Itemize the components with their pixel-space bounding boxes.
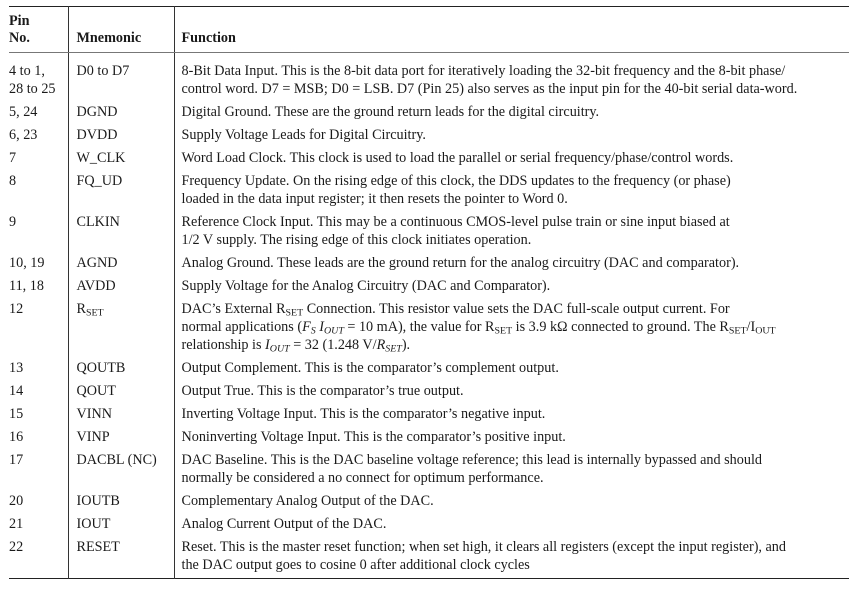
header-mnemonic: Mnemonic [68,7,174,53]
mnemonic-cell: DACBL (NC) [68,449,174,490]
table-row [9,147,849,170]
table-row [9,101,849,124]
pin-number-cell: 11, 18 [9,278,44,294]
table-row [9,403,849,426]
pin-number-cell: 7 [9,150,17,166]
pin-number-cell: 20 [9,493,24,509]
table-row [9,124,849,147]
table-row [9,211,849,252]
pin-number-cell: 12 [9,301,24,317]
pin-number-cell: 21 [9,516,24,532]
mnemonic-cell: VINP [68,426,174,449]
function-cell: Analog Ground. These leads are the ground return for the analog circuitry (DAC and comparator). [174,252,849,275]
rset-line-3: relationship is $I_{OUT} = 32$ (1.248 $V/R_{SET}$). [181,337,411,355]
function-cell: Reference Clock Input. This may be a continuous CMOS-level pulse train or sine input biased at 1/2 V supply. The rising edge of this clock initiates operation. [174,211,849,252]
mnemonic-cell: QOUT [68,380,174,403]
pin-number-cell: 22 [9,539,24,555]
table-row [9,252,849,275]
table-row [9,170,849,211]
function-cell: Frequency Update. On the rising edge of this clock, the DDS updates to the frequency (or phase) loaded in the data input register; it then resets the pointer to Word 0. [174,170,849,211]
mnemonic-cell: CLKIN [68,211,174,252]
table-row [9,275,849,298]
mnemonic-cell: DGND [68,101,174,124]
mnemonic-cell: VINN [68,403,174,426]
table-row [9,513,849,536]
pin-number-cell: 8 [9,173,17,189]
table-row [9,449,849,490]
table-row [9,298,849,357]
pin-number-cell: 14 [9,383,24,399]
pin-number-cell: 6, 23 [9,127,38,143]
mnemonic-cell: W_CLK [68,147,174,170]
mnemonic-cell: QOUTB [68,357,174,380]
mnemonic-cell: D0 to D7 [68,53,174,102]
mnemonic-cell: FQ_UD [68,170,174,211]
pin-function-table [9,6,849,579]
header-function: Function [174,7,849,53]
mnemonic-cell: AGND [68,252,174,275]
function-cell: Word Load Clock. This clock is used to load the parallel or serial frequency/phase/control words. [174,147,849,170]
function-cell [174,298,849,357]
table-row [9,357,849,380]
function-cell: Output True. This is the comparator’s true output. [174,380,849,403]
mnemonic-cell: IOUTB [68,490,174,513]
function-cell: Supply Voltage for the Analog Circuitry (DAC and Comparator). [174,275,849,298]
table-row [9,426,849,449]
pin-number-cell: 16 [9,429,24,445]
function-cell: Complementary Analog Output of the DAC. [174,490,849,513]
function-cell: Inverting Voltage Input. This is the comparator’s negative input. [174,403,849,426]
function-cell: Noninverting Voltage Input. This is the comparator’s positive input. [174,426,849,449]
mnemonic-cell: AVDD [68,275,174,298]
function-cell: 8-Bit Data Input. This is the 8-bit data port for iteratively loading the 32-bit frequency and the 8-bit phase/ control word. D7 = MSB; D0 = LSB. D7 (Pin 25) also serves as the input pin for the 40-bit serial data-word. [174,53,849,102]
pin-number-cell: 4 to 1, 28 to 25 [9,63,56,97]
pin-number-cell: 10, 19 [9,255,45,271]
table-row [9,490,849,513]
rset-line-1: DAC’s External $R_{SET}$ Connection. This resistor value sets the DAC full-scale output current. For [181,301,730,319]
function-cell: Analog Current Output of the DAC. [174,513,849,536]
mnemonic-cell: IOUT [68,513,174,536]
table-row [9,536,849,579]
pin-number-cell: 9 [9,214,17,230]
rset-line-2: normal applications ($F_S$ $I_{OUT} = 10$ mA), the value for $R_{SET}$ is 3.9 kΩ connected to ground. The $R_{SET}/I_{OUT}$ [181,319,776,337]
pin-number-cell: 13 [9,360,24,376]
pin-number-cell: 15 [9,406,24,422]
table-row [9,380,849,403]
mnemonic-cell: $R_{SET}$ [68,298,174,357]
mnemonic-cell: DVDD [68,124,174,147]
function-cell: Output Complement. This is the comparator’s complement output. [174,357,849,380]
function-cell: Supply Voltage Leads for Digital Circuitry. [174,124,849,147]
mnemonic-cell: RESET [68,536,174,579]
table-row [9,53,849,102]
table-header-row [9,7,849,53]
function-cell: Reset. This is the master reset function; when set high, it clears all registers (except the input register), and the DAC output goes to cosine 0 after additional clock cycles [174,536,849,579]
pin-number-cell: 17 [9,452,24,468]
pin-number-cell: 5, 24 [9,104,38,120]
header-pin-no: Pin No. [9,7,68,53]
function-cell: Digital Ground. These are the ground return leads for the digital circuitry. [174,101,849,124]
function-cell: DAC Baseline. This is the DAC baseline voltage reference; this lead is internally bypassed and should normally be considered a no connect for optimum performance. [174,449,849,490]
